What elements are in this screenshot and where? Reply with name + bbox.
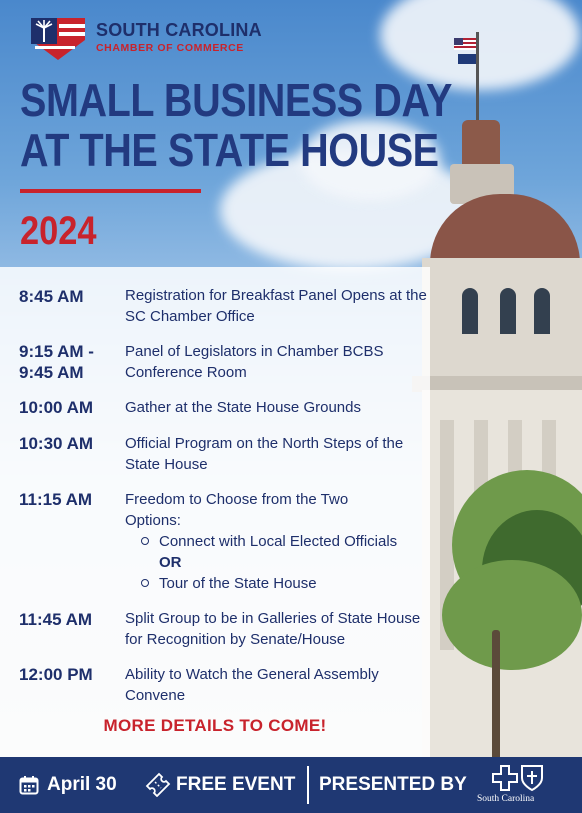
cross-shield-icon xyxy=(491,763,549,793)
dome xyxy=(430,194,580,264)
option-text: Tour of the State House xyxy=(159,575,317,592)
option-item xyxy=(159,531,399,573)
schedule-time: 12:00 PM xyxy=(19,665,93,684)
us-flag xyxy=(454,38,476,50)
ticket-icon xyxy=(144,771,172,797)
schedule-time: 10:30 AM xyxy=(19,434,94,453)
schedule-desc: Registration for Breakfast Panel Opens at the SC Chamber Office xyxy=(125,287,427,325)
calendar-icon xyxy=(19,775,39,795)
presented-by-label: PRESENTED BY xyxy=(319,774,467,795)
free-event-label: FREE EVENT xyxy=(176,774,296,795)
event-title xyxy=(20,75,452,175)
schedule-desc: Freedom to Choose from the Two Options: xyxy=(125,491,349,529)
more-details-text: MORE DETAILS TO COME! xyxy=(103,716,327,735)
schedule-desc: Official Program on the North Steps of the State House xyxy=(125,435,404,473)
tree-trunk xyxy=(492,630,500,770)
schedule-desc: Ability to Watch the General Assembly Convene xyxy=(125,666,379,704)
event-year: 2024 xyxy=(20,209,97,253)
schedule-time: 11:45 AM xyxy=(19,610,93,629)
title-line-1: SMALL BUSINESS DAY xyxy=(20,74,452,126)
bullet-icon xyxy=(141,579,149,587)
state-house-illustration xyxy=(422,90,582,770)
schedule-time: 10:00 AM xyxy=(19,398,94,417)
footer-divider xyxy=(307,766,309,804)
title-underline xyxy=(20,189,201,193)
chamber-logo xyxy=(27,14,89,62)
org-name: SOUTH CAROLINA xyxy=(96,20,262,40)
footer-bar xyxy=(0,757,582,813)
option-emphasis: OR xyxy=(159,554,182,571)
schedule-time: 11:15 AM xyxy=(19,490,93,509)
sponsor-location: South Carolina xyxy=(477,794,535,804)
bullet-icon xyxy=(141,537,149,545)
schedule-desc: Split Group to be in Galleries of State House for Recognition by Senate/House xyxy=(125,610,421,648)
org-subtitle: CHAMBER OF COMMERCE xyxy=(96,42,244,54)
schedule-time: 8:45 AM xyxy=(19,287,84,306)
schedule-desc: Gather at the State House Grounds xyxy=(125,399,361,416)
option-text: Connect with Local Elected Officials xyxy=(159,533,398,550)
schedule-time: 9:15 AM - 9:45 AM xyxy=(19,342,94,382)
option-item xyxy=(159,573,317,594)
title-line-2: AT THE STATE HOUSE xyxy=(20,124,439,176)
schedule-desc: Panel of Legislators in Chamber BCBS Conference Room xyxy=(125,343,384,381)
sc-flag xyxy=(458,54,476,64)
event-date: April 30 xyxy=(47,774,117,795)
